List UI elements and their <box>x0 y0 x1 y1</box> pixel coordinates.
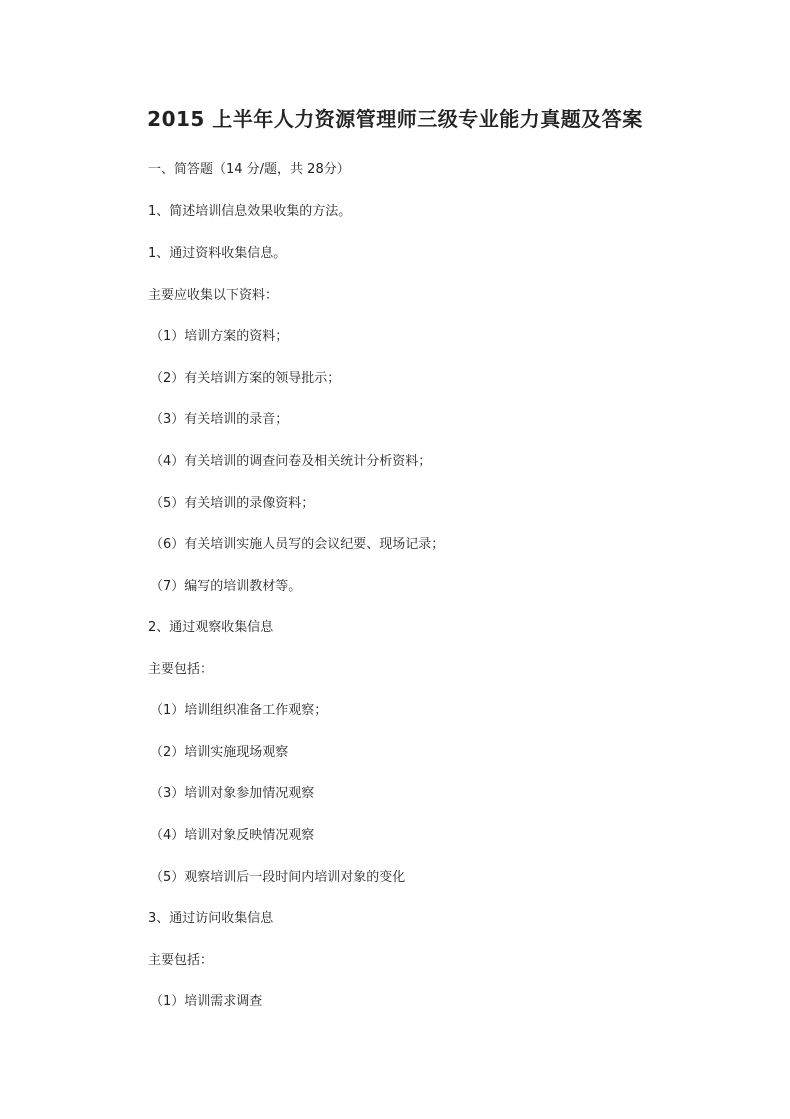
list-item: （1）培训组织准备工作观察； <box>150 703 328 718</box>
list-item: （2）培训实施现场观察 <box>150 745 289 760</box>
paragraph: 主要包括： <box>148 662 214 677</box>
paragraph: 主要应收集以下资料： <box>148 288 279 303</box>
answer-point-heading: 1、通过资料收集信息。 <box>148 246 287 261</box>
list-item: （1）培训方案的资料； <box>150 329 289 344</box>
list-item: （5）有关培训的录像资料； <box>150 496 315 511</box>
answer-point-heading: 2、通过观察收集信息 <box>148 620 274 635</box>
list-item: （5）观察培训后一段时间内培训对象的变化 <box>150 870 406 885</box>
paragraph: 主要包括： <box>148 953 214 968</box>
list-item: （1）培训需求调查 <box>150 994 263 1009</box>
list-item: （3）有关培训的录音； <box>150 412 289 427</box>
list-item: （2）有关培训方案的领导批示； <box>150 371 341 386</box>
section-heading: 一、简答题（14 分/题，共 28分） <box>148 162 350 177</box>
answer-point-heading: 3、通过访问收集信息 <box>148 911 274 926</box>
list-item: （3）培训对象参加情况观察 <box>150 786 315 801</box>
list-item: （4）培训对象反映情况观察 <box>150 828 315 843</box>
list-item: （4）有关培训的调查问卷及相关统计分析资料； <box>150 454 432 469</box>
question-text: 1、简述培训信息效果收集的方法。 <box>148 204 352 219</box>
document-title: 2015 上半年人力资源管理师三级专业能力真题及答案 <box>147 107 643 131</box>
list-item: （7）编写的培训教材等。 <box>150 579 302 594</box>
list-item: （6）有关培训实施人员写的会议纪要、现场记录； <box>150 537 445 552</box>
